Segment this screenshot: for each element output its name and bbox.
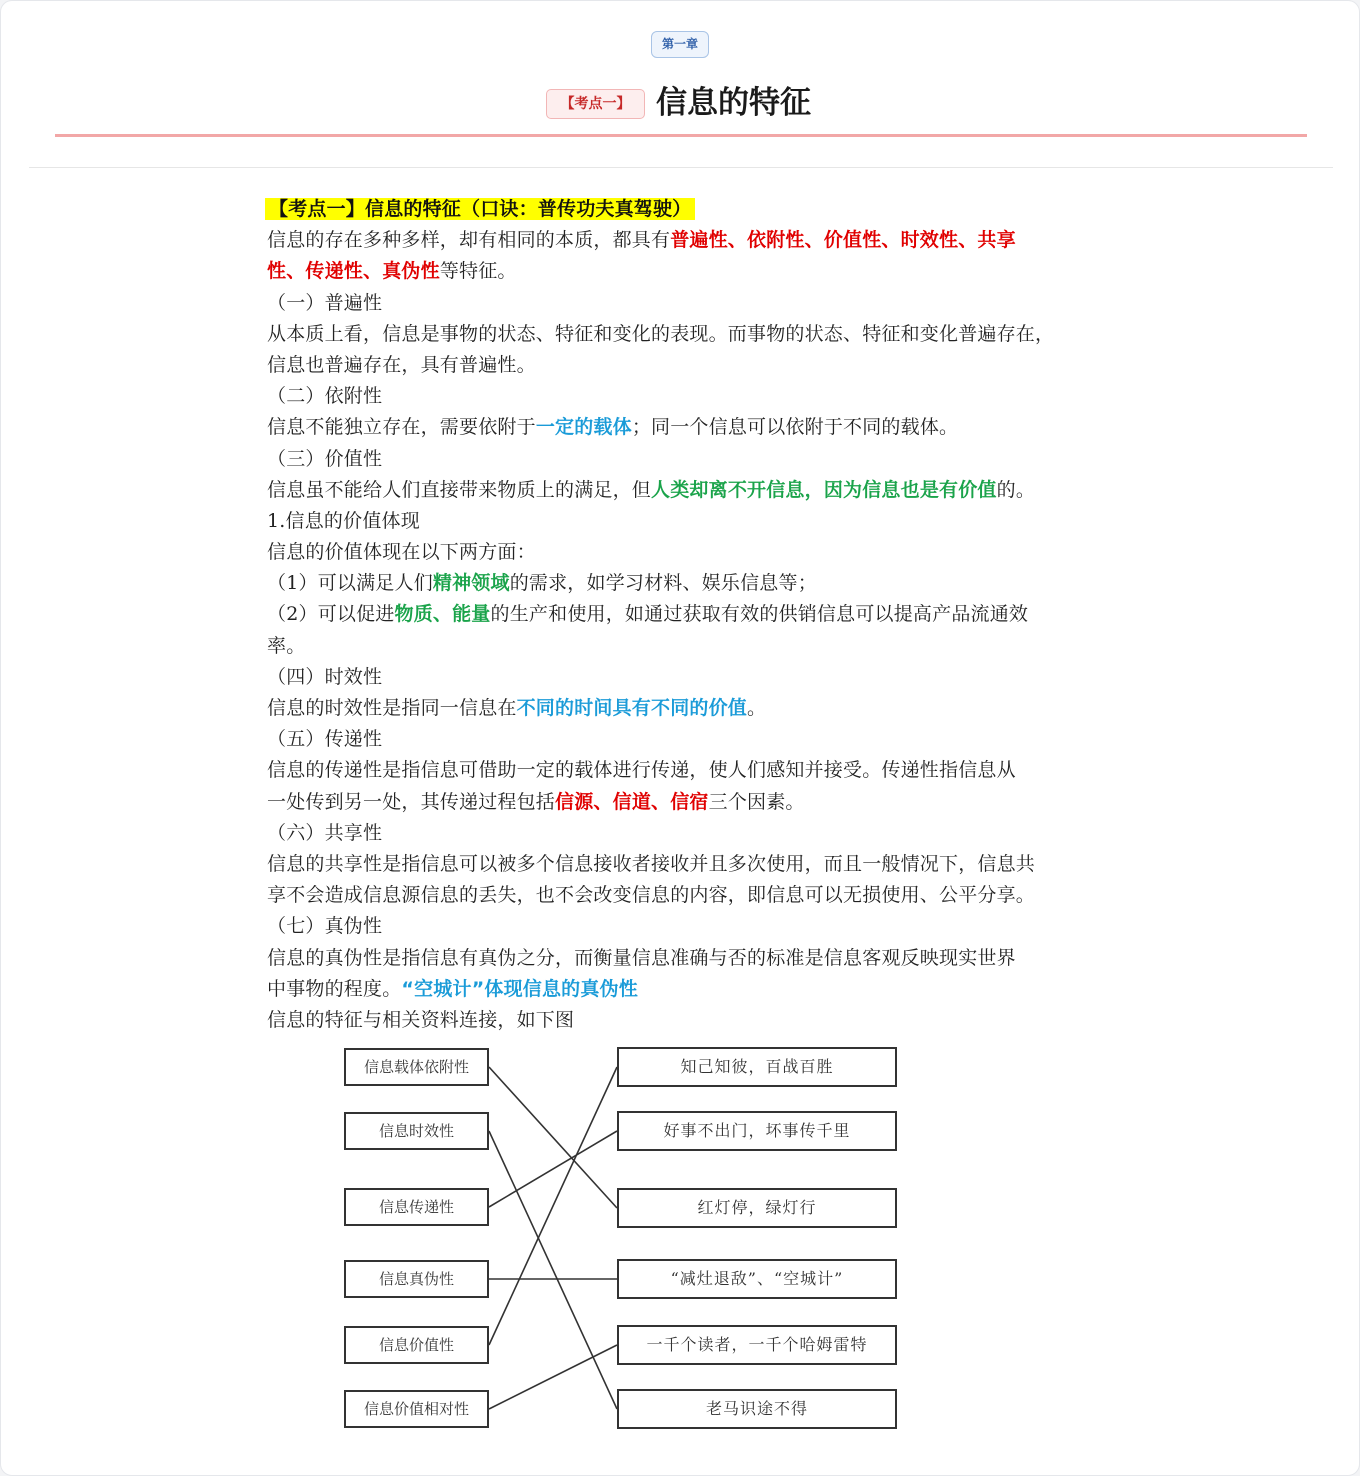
paragraph-line: 信息的真伪性是指信息有真伪之分，而衡量信息准确与否的标准是信息客观反映现实世界 bbox=[267, 946, 1016, 969]
page-title: 信息的特征 bbox=[656, 85, 811, 121]
right-box: “减灶退敌”、“空城计” bbox=[617, 1259, 897, 1299]
intro-line-2 bbox=[267, 256, 1127, 287]
paragraph-line bbox=[267, 412, 1127, 443]
text: 等特征。 bbox=[439, 260, 517, 283]
left-box: 信息载体依附性 bbox=[344, 1048, 489, 1086]
subsection-title: 1.信息的价值体现 bbox=[267, 509, 420, 532]
keyword-blue: 一定的载体 bbox=[535, 416, 632, 439]
section-title: （一）普遍性 bbox=[267, 291, 383, 314]
section-title: （五）传递性 bbox=[267, 728, 383, 751]
text: （1）可以满足人们 bbox=[267, 572, 433, 595]
text: ；同一个信息可以依附于不同的载体。 bbox=[631, 416, 959, 439]
connector-line bbox=[489, 1131, 617, 1207]
text: 中事物的程度。 bbox=[267, 977, 402, 1000]
diagram-caption: 信息的特征与相关资料连接，如下图 bbox=[267, 1008, 575, 1031]
keyword-green: 人类却离不开信息，因为信息也是有价值 bbox=[651, 478, 997, 501]
chapter-badge: 第一章 bbox=[651, 31, 709, 58]
paragraph-line: 率。 bbox=[267, 634, 306, 657]
keyword-red: 普遍性、依附性、价值性、时效性、共享 bbox=[670, 229, 1016, 252]
right-box: 知己知彼，百战百胜 bbox=[617, 1047, 897, 1087]
section-divider bbox=[29, 167, 1333, 168]
section-title: （三）价值性 bbox=[267, 447, 383, 470]
text: 信息不能独立存在，需要依附于 bbox=[267, 416, 536, 439]
list-item bbox=[267, 599, 1127, 630]
paragraph-line bbox=[267, 787, 1127, 818]
text: 三个因素。 bbox=[708, 790, 805, 813]
text: 的需求，如学习材料、娱乐信息等； bbox=[509, 572, 817, 595]
text: （2）可以促进 bbox=[267, 603, 395, 626]
keyword-green: 物质、能量 bbox=[394, 603, 491, 626]
text: 的生产和使用，如通过获取有效的供销信息可以提高产品流通效 bbox=[490, 603, 1029, 626]
connector-line bbox=[489, 1131, 617, 1409]
connector-line bbox=[489, 1067, 617, 1345]
right-box: 好事不出门，坏事传千里 bbox=[617, 1111, 897, 1151]
keyword-green: 精神领域 bbox=[432, 572, 510, 595]
heading-line bbox=[267, 194, 1127, 225]
left-box: 信息真伪性 bbox=[344, 1260, 489, 1298]
matching-diagram bbox=[341, 1045, 901, 1435]
section-title: （四）时效性 bbox=[267, 665, 383, 688]
right-box: 老马识途不得 bbox=[617, 1389, 897, 1429]
section-title: （七）真伪性 bbox=[267, 915, 383, 938]
paragraph-line bbox=[267, 693, 1127, 724]
paragraph-line: 信息的传递性是指信息可借助一定的载体进行传递，使人们感知并接受。传递性指信息从 bbox=[267, 759, 1016, 782]
right-box: 一千个读者，一千个哈姆雷特 bbox=[617, 1325, 897, 1365]
text: 一处传到另一处，其传递过程包括 bbox=[267, 790, 556, 813]
paragraph-line: 信息的共享性是指信息可以被多个信息接收者接收并且多次使用，而且一般情况下，信息共 bbox=[267, 852, 1036, 875]
paragraph-line: 信息也普遍存在，具有普遍性。 bbox=[267, 353, 536, 376]
left-box: 信息价值相对性 bbox=[344, 1390, 489, 1428]
text: 信息虽不能给人们直接带来物质上的满足，但 bbox=[267, 478, 652, 501]
title-divider bbox=[55, 134, 1307, 137]
paragraph-line bbox=[267, 475, 1127, 506]
text: 信息的时效性是指同一信息在 bbox=[267, 697, 517, 719]
point-badge: 【考点一】 bbox=[546, 89, 645, 119]
keyword-blue: 不同的时间具有不同的价值 bbox=[516, 697, 748, 719]
list-item bbox=[267, 568, 1127, 599]
right-box: 红灯停，绿灯行 bbox=[617, 1188, 897, 1228]
paragraph-line: 信息的价值体现在以下两方面： bbox=[267, 541, 536, 564]
text: 信息的存在多种多样，却有相同的本质，都具有 bbox=[267, 229, 671, 252]
paragraph-line: 从本质上看，信息是事物的状态、特征和变化的表现。而事物的状态、特征和变化普遍存在， bbox=[267, 322, 1055, 345]
left-box: 信息传递性 bbox=[344, 1188, 489, 1226]
connector-lines bbox=[341, 1045, 901, 1435]
paragraph-line: 享不会造成信息源信息的丢失，也不会改变信息的内容，即信息可以无损使用、公平分享。 bbox=[267, 884, 1036, 907]
section-title: （二）依附性 bbox=[267, 385, 383, 408]
paragraph-line bbox=[267, 974, 1127, 1005]
connector-line bbox=[489, 1067, 617, 1208]
text: 。 bbox=[747, 697, 767, 719]
section-title: （六）共享性 bbox=[267, 821, 383, 844]
left-box: 信息价值性 bbox=[344, 1326, 489, 1364]
left-box: 信息时效性 bbox=[344, 1112, 489, 1150]
intro-line-1 bbox=[267, 225, 1127, 256]
highlighted-heading: 【考点一】信息的特征（口诀：普传功夫真驾驶） bbox=[265, 198, 695, 220]
connector-line bbox=[489, 1345, 617, 1409]
keyword-red: 性、传递性、真伪性 bbox=[267, 260, 440, 283]
text: 的。 bbox=[996, 478, 1036, 501]
keyword-blue: “空城计”体现信息的真伪性 bbox=[401, 977, 638, 1000]
keyword-red: 信源、信道、信宿 bbox=[555, 790, 709, 813]
article-body bbox=[267, 194, 1127, 1036]
